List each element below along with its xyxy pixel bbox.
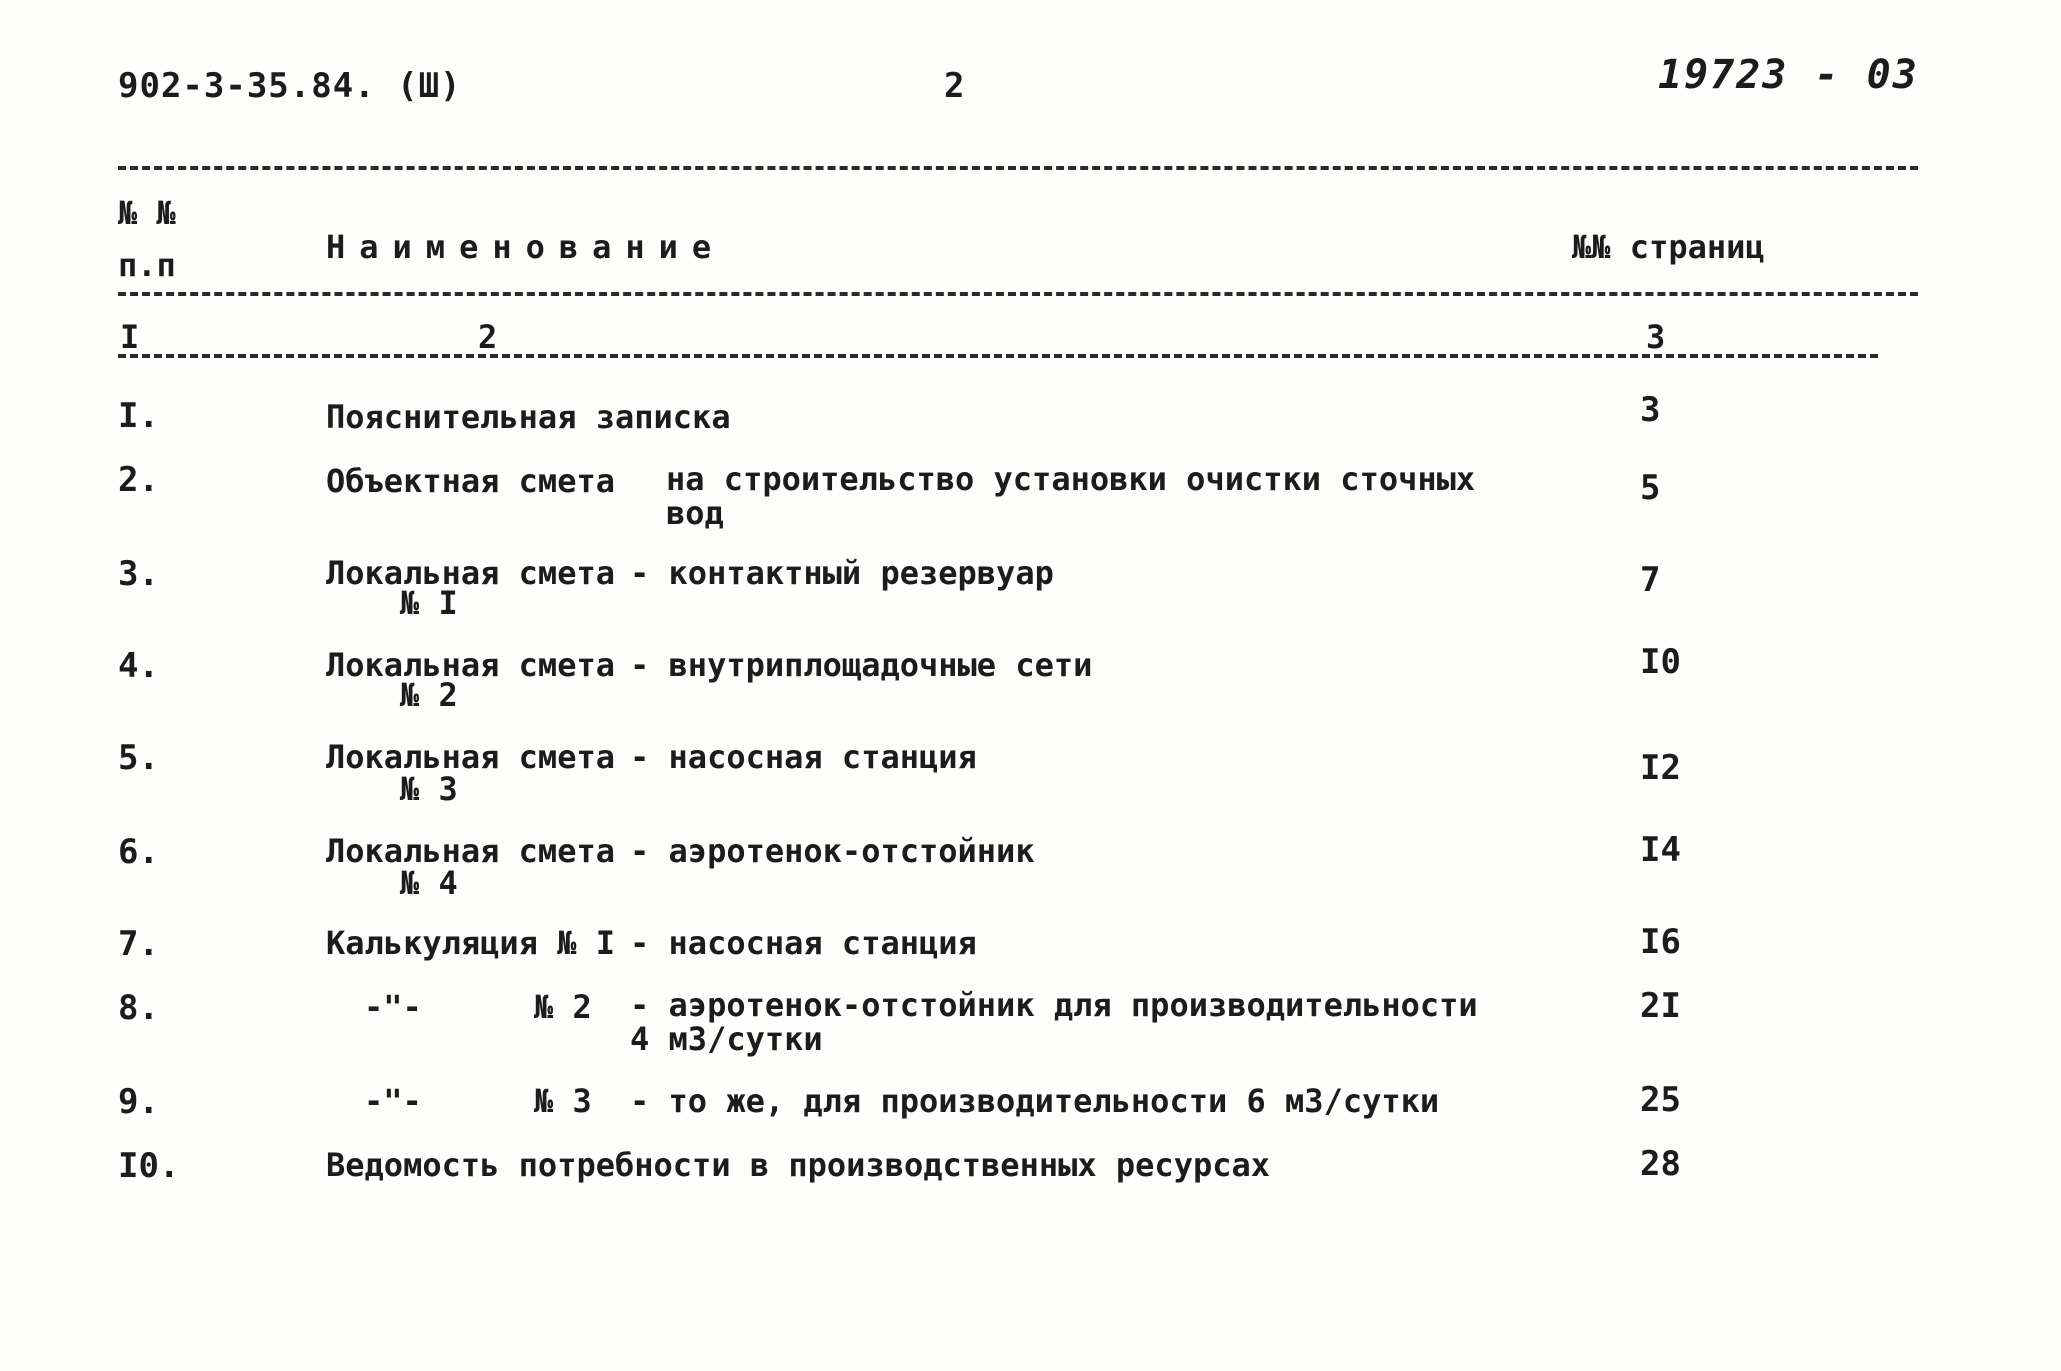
- row-name: Ведомость потребности в производственных ресурсах: [326, 1146, 1271, 1184]
- row-description: - аэротенок-отстойник для производительности 4 м3/сутки: [630, 986, 1478, 1058]
- row-subnumber: № 3: [400, 770, 458, 808]
- col1-header-line1: № №: [118, 194, 176, 232]
- row-subnumber: № 4: [400, 864, 458, 902]
- row-page: 25: [1640, 1080, 1681, 1120]
- row-description: - внутриплощадочные сети: [630, 646, 1093, 684]
- row-number: I.: [118, 396, 159, 436]
- row-name: Пояснительная записка: [326, 398, 731, 436]
- table-top-rule: [118, 166, 1918, 170]
- row-number: 6.: [118, 832, 159, 872]
- row-name: Объектная смета: [326, 462, 615, 500]
- col1-header-line2: п.п: [118, 246, 176, 284]
- row-subnumber: № 2: [400, 676, 458, 714]
- row-name: Локальная смета: [326, 738, 615, 776]
- row-page: I2: [1640, 748, 1681, 788]
- row-name: -"-: [364, 988, 422, 1026]
- row-page: 2I: [1640, 986, 1681, 1026]
- row-page: 5: [1640, 468, 1661, 508]
- row-page: I4: [1640, 830, 1681, 870]
- row-page: 28: [1640, 1144, 1681, 1184]
- page-number: 2: [944, 66, 965, 106]
- row-description: - контактный резервуар: [630, 554, 1054, 592]
- row-page: 7: [1640, 560, 1661, 600]
- col3-header: №№ страниц: [1572, 228, 1765, 266]
- column-number-rule: [118, 354, 1878, 358]
- row-number: 3.: [118, 554, 159, 594]
- row-page: 3: [1640, 390, 1661, 430]
- row-number: 2.: [118, 460, 159, 500]
- column-number-3: 3: [1646, 318, 1666, 356]
- row-description: - насосная станция: [630, 738, 977, 776]
- row-number: 5.: [118, 738, 159, 778]
- row-subnumber: № 3: [534, 1082, 592, 1120]
- row-name: Локальная смета: [326, 554, 615, 592]
- row-name: Локальная смета: [326, 832, 615, 870]
- row-page: I0: [1640, 642, 1681, 682]
- row-number: 7.: [118, 924, 159, 964]
- row-description: - аэротенок-отстойник: [630, 832, 1035, 870]
- row-name: -"-: [364, 1082, 422, 1120]
- row-number: 8.: [118, 988, 159, 1028]
- row-description: на строительство установки очистки сточных вод: [666, 460, 1476, 532]
- row-number: I0.: [118, 1146, 180, 1186]
- row-page: I6: [1640, 922, 1681, 962]
- table-header-rule: [118, 292, 1918, 296]
- row-subnumber: № I: [400, 584, 458, 622]
- column-number-1: I: [120, 318, 140, 356]
- row-description: - насосная станция: [630, 924, 977, 962]
- row-description: - то же, для производительности 6 м3/сутки: [630, 1082, 1440, 1120]
- row-name: Калькуляция № I: [326, 924, 615, 962]
- document-code: 902-3-35.84. (Ш): [118, 66, 462, 106]
- row-name: Локальная смета: [326, 646, 615, 684]
- row-number: 4.: [118, 646, 159, 686]
- row-number: 9.: [118, 1082, 159, 1122]
- archive-number: 19723 - 03: [1658, 52, 1919, 98]
- column-number-2: 2: [478, 318, 498, 356]
- row-subnumber: № 2: [534, 988, 592, 1026]
- col2-header: Наименование: [326, 228, 726, 266]
